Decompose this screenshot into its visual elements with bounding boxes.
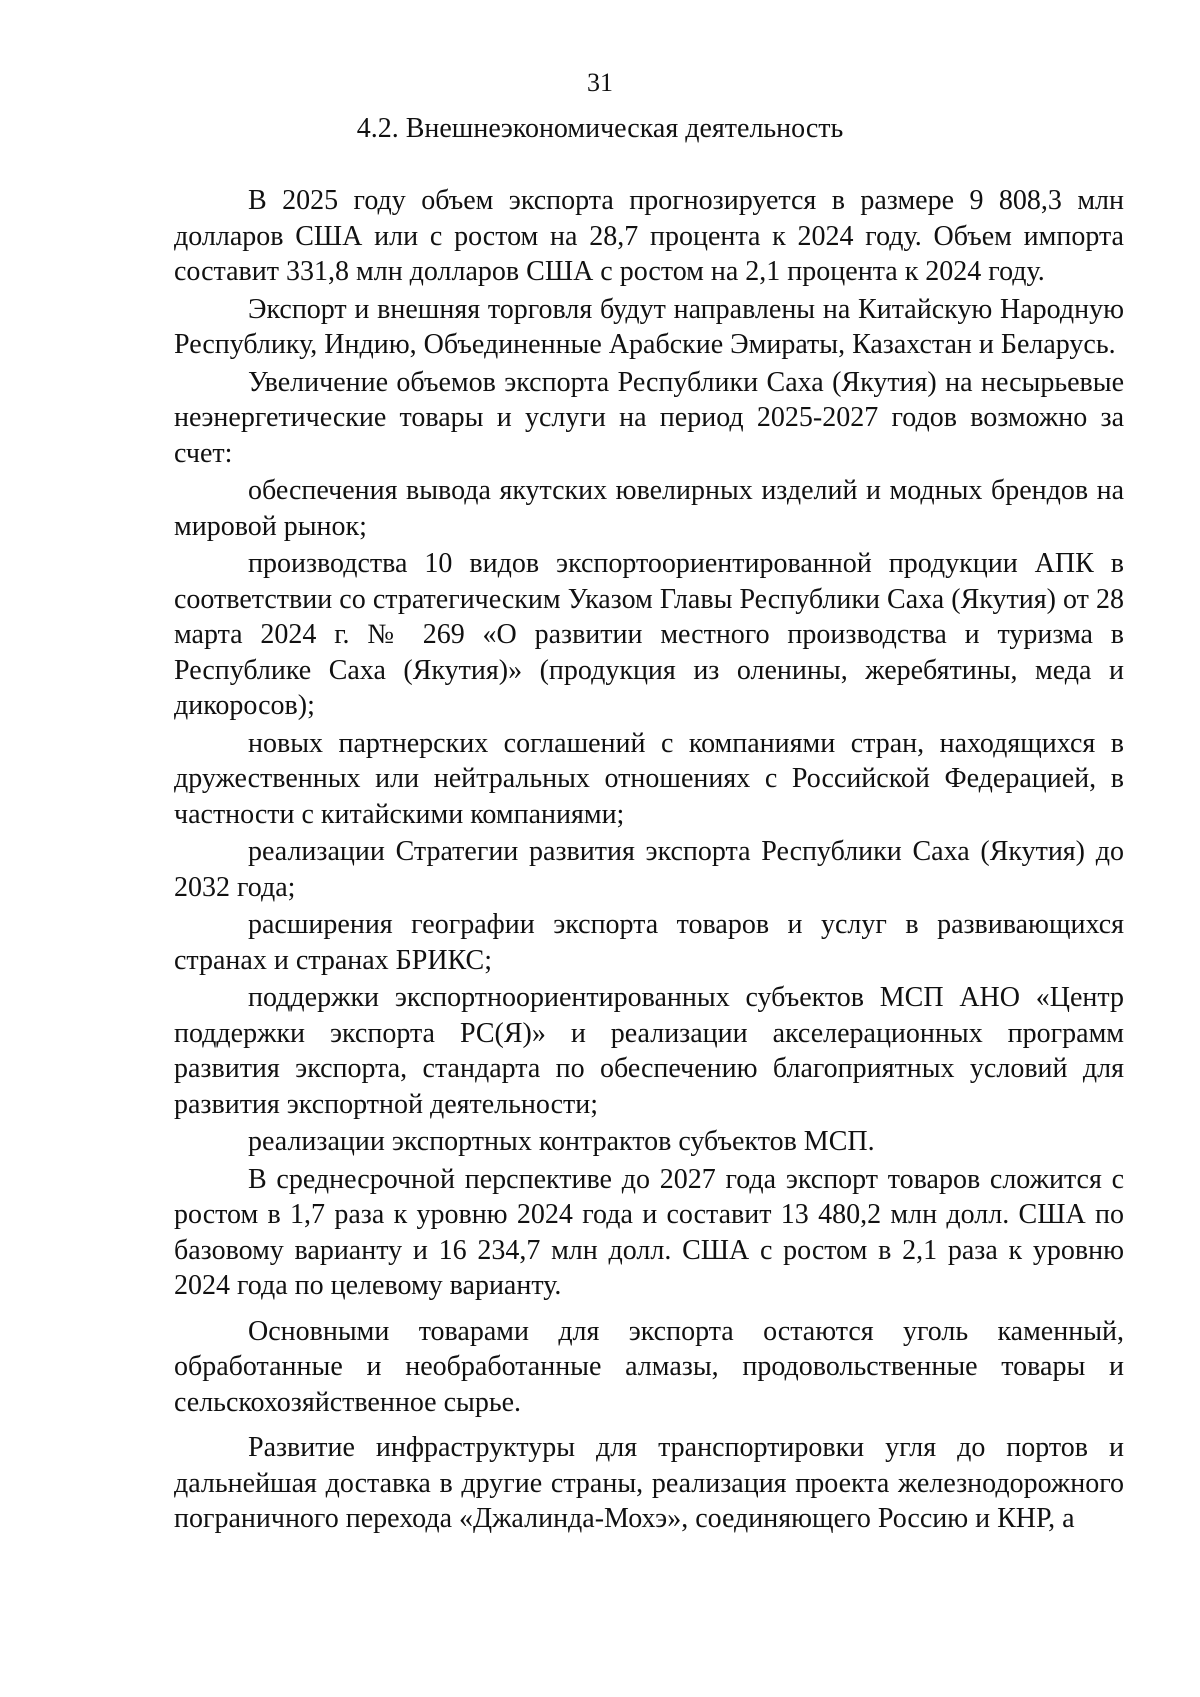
paragraph-main-export-goods: Основными товарами для экспорта остаются уголь каменный, обработанные и необработанные алмазы, продовольственные товары и сельскохозяйственное сырье. [174, 1315, 1124, 1418]
paragraph-medium-term-outlook: В среднесрочной перспективе до 2027 года экспорт товаров сложится с ростом в 1,7 раза к уровню 2024 года и составит 13 480,2 млн долл. США по базовому варианту и 16 234,7 млн долл. США с ростом в 2,1 раза к уровню 2024 года по целевому варианту. [174, 1163, 1124, 1301]
list-item-export-strategy: реализации Стратегии развития экспорта Республики Саха (Якутия) до 2032 года; [174, 836, 1124, 903]
list-item-agro-products: производства 10 видов экспортоориентированной продукции АПК в соответствии со стратегическим Указом Главы Республики Саха (Якутия) от 28 марта 2024 г. № 269 «О развитии местного производства и туризма в Республике Саха (Якутия)» (продукция из оленины, жеребятины, меда и дикоросов); [174, 548, 1124, 721]
paragraph-export-forecast: В 2025 году объем экспорта прогнозируется в размере 9 808,3 млн долларов США или с ростом на 28,7 процента к 2024 году. Объем импорта составит 331,8 млн долларов США с ростом на 2,1 процента к 2024 году. [174, 185, 1124, 287]
list-item-brics-geography: расширения географии экспорта товаров и услуг в развивающихся странах и странах БРИКС; [174, 909, 1124, 976]
list-item-sme-contracts: реализации экспортных контрактов субъектов МСП. [248, 1126, 875, 1157]
section-title: 4.2. Внешнеэкономическая деятельность [356, 113, 844, 144]
paragraph-trade-partners: Экспорт и внешняя торговля будут направлены на Китайскую Народную Республику, Индию, Объединенные Арабские Эмираты, Казахстан и Беларусь. [174, 293, 1124, 360]
document-body [174, 183, 1124, 1537]
list-item-sme-support: поддержки экспортноориентированных субъектов МСП АНО «Центр поддержки экспорта РС(Я)» и реализации акселерационных программ развития экспорта, стандарта по обеспечению благоприятных условий для развития экспортной деятельности; [174, 982, 1124, 1120]
paragraph-infrastructure: Развитие инфраструктуры для транспортировки угля до портов и дальнейшая доставка в другие страны, реализация проекта железнодорожного пограничного перехода «Джалинда-Мохэ», соединяющего Россию и КНР, а [174, 1432, 1124, 1534]
paragraph-export-growth-intro: Увеличение объемов экспорта Республики Саха (Якутия) на несырьевые неэнергетические товары и услуги на период 2025-2027 годов возможно за счет: [174, 366, 1124, 469]
page-number: 31 [587, 68, 613, 97]
list-item-partnership-agreements: новых партнерских соглашений с компаниями стран, находящихся в дружественных или нейтральных отношениях с Российской Федерацией, в частности с китайскими компаниями; [174, 727, 1124, 830]
list-item-jewelry-brands: обеспечения вывода якутских ювелирных изделий и модных брендов на мировой рынок; [174, 475, 1124, 542]
